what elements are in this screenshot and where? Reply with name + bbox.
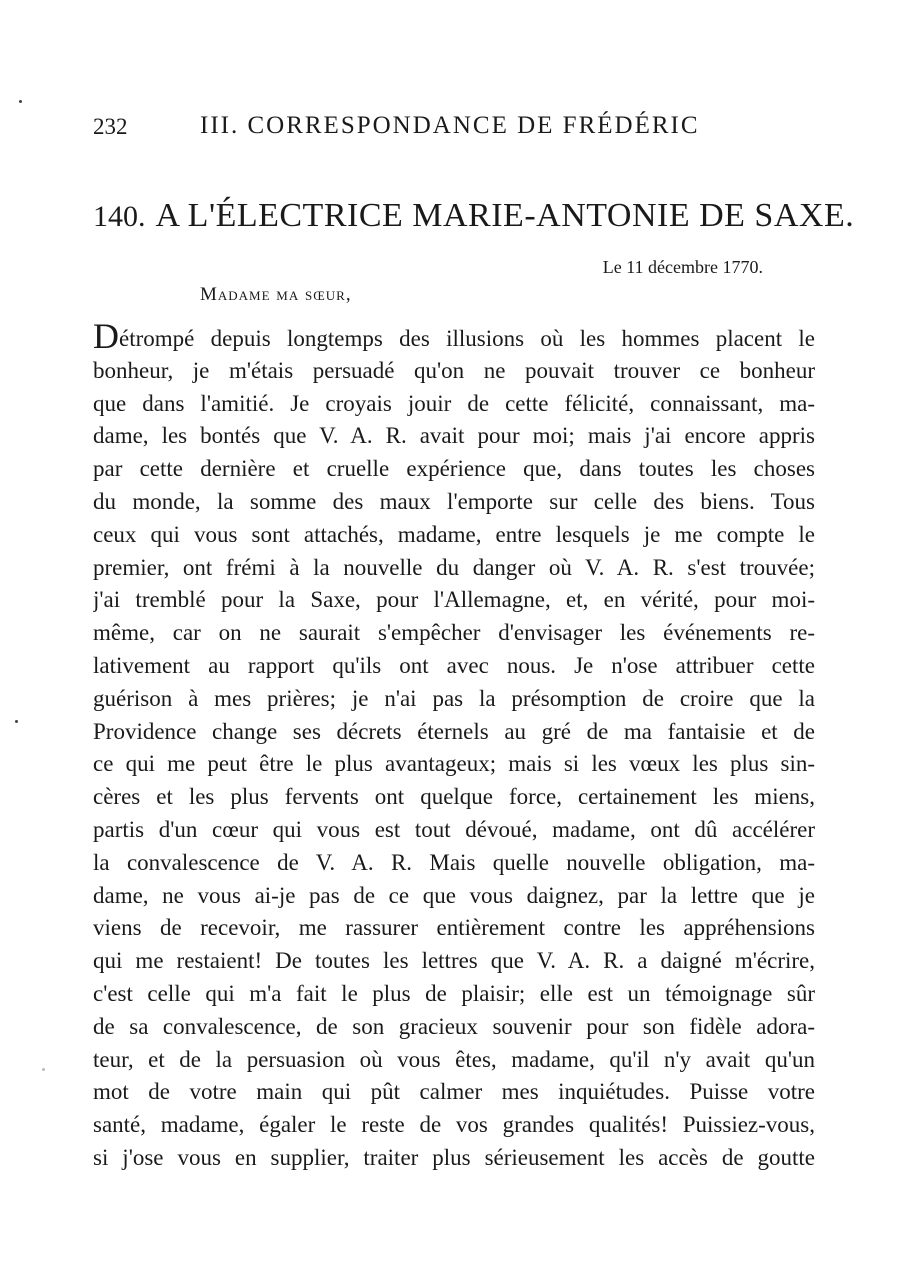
text-line: [93, 847, 815, 880]
text-line-content: dame, les bontés que V. A. R. avait pour moi; mais j'ai encore appris: [93, 423, 815, 449]
text-line: [93, 388, 815, 421]
text-line-content: ceux qui vous sont attachés, madame, entre lesquels je me compte le: [93, 521, 815, 547]
paper-speck: [19, 100, 22, 103]
text-line-content: de sa convalescence, de son gracieux souvenir pour son fidèle adora-: [93, 1013, 815, 1039]
text-line: [93, 1011, 815, 1044]
text-line: [93, 814, 815, 847]
paper-speck: [15, 720, 18, 723]
text-line-content: teur, et de la persuasion où vous êtes, madame, qu'il n'y avait qu'un: [93, 1046, 815, 1072]
text-line-content: que dans l'amitié. Je croyais jouir de cette félicité, connaissant, ma-: [93, 390, 815, 416]
letter-heading: [93, 197, 855, 235]
dateline: Le 11 décembre 1770.: [602, 257, 763, 277]
text-line: [93, 978, 815, 1011]
text-line-content: qui me restaient! De toutes les lettres que V. A. R. a daigné m'écrire,: [93, 948, 815, 974]
text-line-content: étrompé depuis longtemps des illusions où les hommes placent le: [119, 326, 815, 351]
paper-speck: [42, 1068, 45, 1071]
text-line: [93, 486, 815, 519]
text-line: [93, 683, 815, 716]
text-line-content: ce qui me peut être le plus avantageux; mais si les vœux les plus sin-: [93, 751, 815, 777]
text-line-content: bonheur, je m'étais persuadé qu'on ne pouvait trouver ce bonheur: [93, 357, 815, 383]
text-line-content: du monde, la somme des maux l'emporte sur celle des biens. Tous: [93, 488, 815, 514]
text-line: [93, 1109, 815, 1142]
text-line: [93, 1142, 815, 1175]
text-line-content: j'ai tremblé pour la Saxe, pour l'Allemagne, et, en vérité, pour moi-: [93, 587, 815, 613]
text-line-content: partis d'un cœur qui vous est tout dévoué, madame, ont dû accélérer: [93, 816, 815, 842]
drop-cap: D: [93, 322, 119, 355]
text-line-content: cères et les plus fervents ont quelque force, certainement les miens,: [93, 784, 815, 810]
text-line: [93, 355, 815, 388]
text-line: [93, 912, 815, 945]
text-line: [93, 650, 815, 683]
text-line-content: guérison à mes prières; je n'ai pas la présomption de croire que la: [93, 685, 815, 711]
text-line: [93, 1044, 815, 1077]
text-line-content: santé, madame, égaler le reste de vos grandes qualités! Puissiez-vous,: [93, 1112, 815, 1138]
text-line: [93, 420, 815, 453]
text-line-content: viens de recevoir, me rassurer entièrement contre les appréhensions: [93, 915, 815, 941]
running-title: III. CORRESPONDANCE DE FRÉDÉRIC: [200, 112, 700, 139]
text-line-content: lativement au rapport qu'ils ont avec nous. Je n'ose attribuer cette: [93, 652, 815, 678]
text-line-content: si j'ose vous en supplier, traiter plus sérieusement les accès de goutte: [93, 1144, 815, 1170]
letter-body: [93, 322, 815, 1175]
text-line: [93, 1076, 815, 1109]
text-line-content: c'est celle qui m'a fait le plus de plaisir; elle est un témoignage sûr: [93, 980, 815, 1006]
page-number: 232: [93, 114, 128, 139]
text-line: [93, 781, 815, 814]
salutation: Madame ma sœur,: [200, 284, 352, 305]
text-line-content: la convalescence de V. A. R. Mais quelle nouvelle obligation, ma-: [93, 849, 815, 875]
text-line: [93, 453, 815, 486]
running-head: [93, 112, 733, 146]
text-line-content: par cette dernière et cruelle expérience que, dans toutes les choses: [93, 456, 815, 482]
text-line: [93, 584, 815, 617]
text-line: [93, 748, 815, 781]
text-line-content: premier, ont frémi à la nouvelle du danger où V. A. R. s'est trouvée;: [93, 554, 815, 580]
text-line: [93, 617, 815, 650]
text-line: [93, 945, 815, 978]
text-line: [93, 716, 815, 749]
letter-number: 140.: [93, 200, 146, 233]
text-line-content: dame, ne vous ai-je pas de ce que vous daignez, par la lettre que je: [93, 882, 815, 908]
text-line: [93, 519, 815, 552]
text-line: [93, 880, 815, 913]
text-line: [93, 322, 815, 355]
text-line-content: même, car on ne saurait s'empêcher d'envisager les événements re-: [93, 620, 815, 646]
text-line: [93, 552, 815, 585]
letter-title: A L'ÉLECTRICE MARIE-ANTONIE DE SAXE.: [155, 197, 855, 234]
text-line-content: Providence change ses décrets éternels au gré de ma fantaisie et de: [93, 718, 815, 744]
text-line-content: mot de votre main qui pût calmer mes inquiétudes. Puisse votre: [93, 1079, 815, 1105]
